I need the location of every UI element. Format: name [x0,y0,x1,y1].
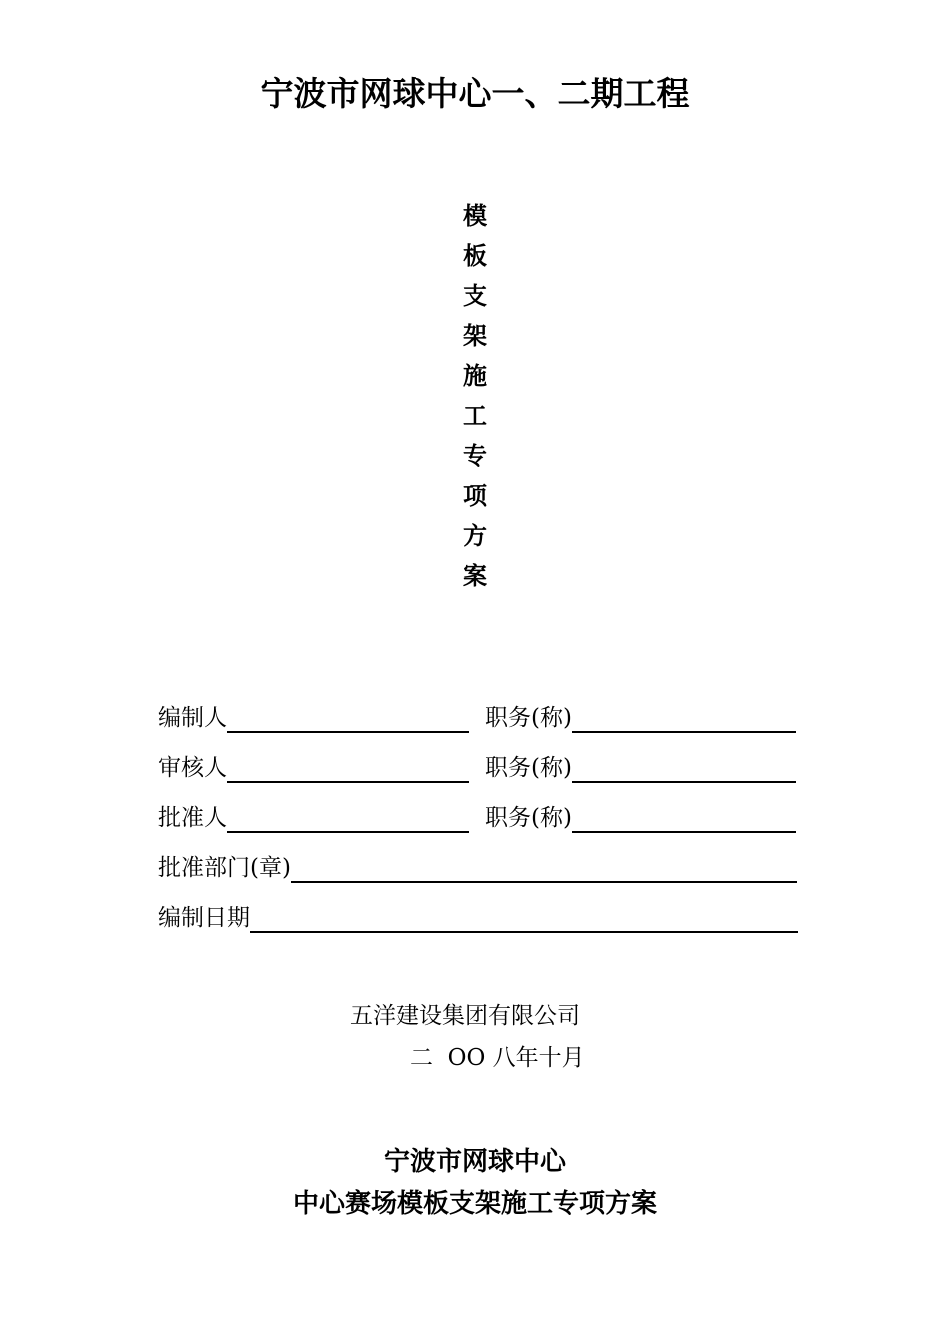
vertical-title-char: 支 [463,282,487,310]
reviewer-row [158,750,796,786]
vertical-title-char: 方 [463,522,487,550]
issue-date: 二 OO 八年十月 [410,1045,585,1071]
vertical-title-char: 施 [463,362,487,390]
compile-date-row [158,900,798,936]
reviewer-position-label: 职务(称) [485,755,572,781]
document-title: 宁波市网球中心一、二期工程 [260,74,690,113]
vertical-title-char: 案 [463,562,487,590]
compile-date-label: 编制日期 [158,905,250,931]
vertical-title-char: 项 [463,482,487,510]
approver-position-label: 职务(称) [485,805,572,831]
compile-date-field[interactable] [250,903,798,933]
compiler-label: 编制人 [158,705,227,731]
approver-field[interactable] [227,803,469,833]
company-name: 五洋建设集团有限公司 [350,1003,580,1029]
vertical-title-char: 架 [463,322,487,350]
reviewer-position-field[interactable] [572,753,796,783]
vertical-title-char: 模 [463,202,487,230]
approval-dept-field[interactable] [291,853,797,883]
footer-title-line2: 中心赛场模板支架施工专项方案 [292,1189,657,1219]
approval-dept-row [158,850,797,886]
vertical-title-char: 专 [463,442,487,470]
footer-title-line1: 宁波市网球中心 [383,1147,566,1177]
approval-dept-label: 批准部门(章) [158,855,291,881]
reviewer-field[interactable] [227,753,469,783]
compiler-row [158,700,796,736]
compiler-field[interactable] [227,703,469,733]
reviewer-label: 审核人 [158,755,227,781]
compiler-position-field[interactable] [572,703,796,733]
approver-position-field[interactable] [572,803,796,833]
vertical-title-char: 工 [463,402,487,430]
approver-row [158,800,796,836]
approver-label: 批准人 [158,805,227,831]
vertical-plan-title [455,196,495,596]
vertical-title-char: 板 [463,242,487,270]
compiler-position-label: 职务(称) [485,705,572,731]
